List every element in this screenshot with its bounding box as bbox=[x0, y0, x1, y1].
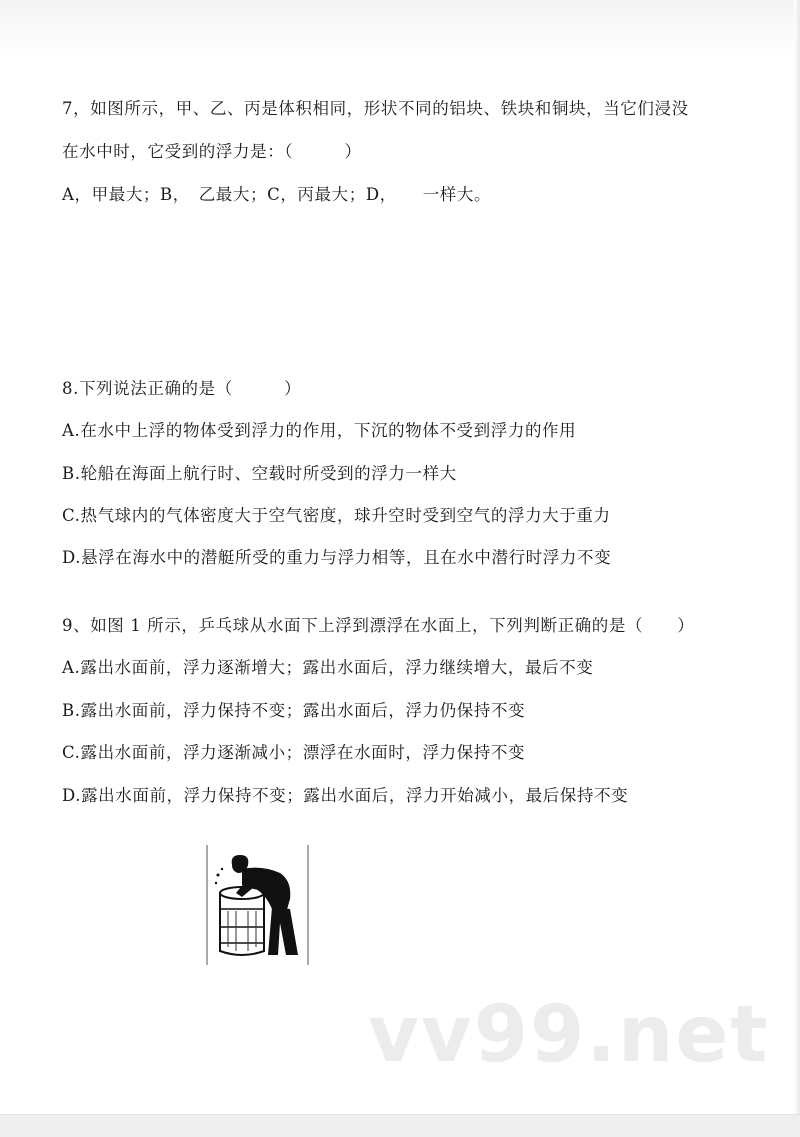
question-8-option-d: D.悬浮在海水中的潜艇所受的重力与浮力相等，且在水中潜行时浮力不变 bbox=[62, 548, 612, 567]
question-8-option-a: A.在水中上浮的物体受到浮力的作用，下沉的物体不受到浮力的作用 bbox=[62, 421, 577, 440]
question-9-option-a: A.露出水面前，浮力逐渐增大；露出水面后，浮力继续增大，最后不变 bbox=[62, 658, 594, 677]
question-9-stem: 9、如图 1 所示，乒乓球从水面下上浮到漂浮在水面上，下列判断正确的是（ ） bbox=[62, 616, 695, 635]
watermark-text: vv99.net bbox=[368, 990, 770, 1080]
question-9-option-d: D.露出水面前，浮力保持不变；露出水面后，浮力开始减小，最后保持不变 bbox=[62, 786, 629, 805]
question-7-options: A，甲最大；B， 乙最大；C，丙最大；D， 一样大。 bbox=[62, 185, 492, 204]
viewer-bottom-bar bbox=[0, 1114, 800, 1137]
question-8-option-b: B.轮船在海面上航行时、空载时所受到的浮力一样大 bbox=[62, 464, 457, 483]
page-top-shadow bbox=[0, 0, 800, 60]
question-7-line-1: 7，如图所示，甲、乙、丙是体积相同，形状不同的铝块、铁块和铜块，当它们浸没 bbox=[62, 99, 689, 118]
figure-1-person-with-water-tank bbox=[206, 843, 310, 967]
question-9-option-b: B.露出水面前，浮力保持不变；露出水面后，浮力仍保持不变 bbox=[62, 701, 526, 720]
question-9-option-c: C.露出水面前，浮力逐渐减小；漂浮在水面时，浮力保持不变 bbox=[62, 743, 526, 762]
question-8-option-c: C.热气球内的气体密度大于空气密度，球升空时受到空气的浮力大于重力 bbox=[62, 506, 611, 525]
question-7-line-2: 在水中时，它受到的浮力是：（ ） bbox=[62, 142, 362, 161]
question-8-stem: 8.下列说法正确的是（ ） bbox=[62, 379, 302, 398]
page-right-shadow bbox=[794, 0, 800, 1137]
